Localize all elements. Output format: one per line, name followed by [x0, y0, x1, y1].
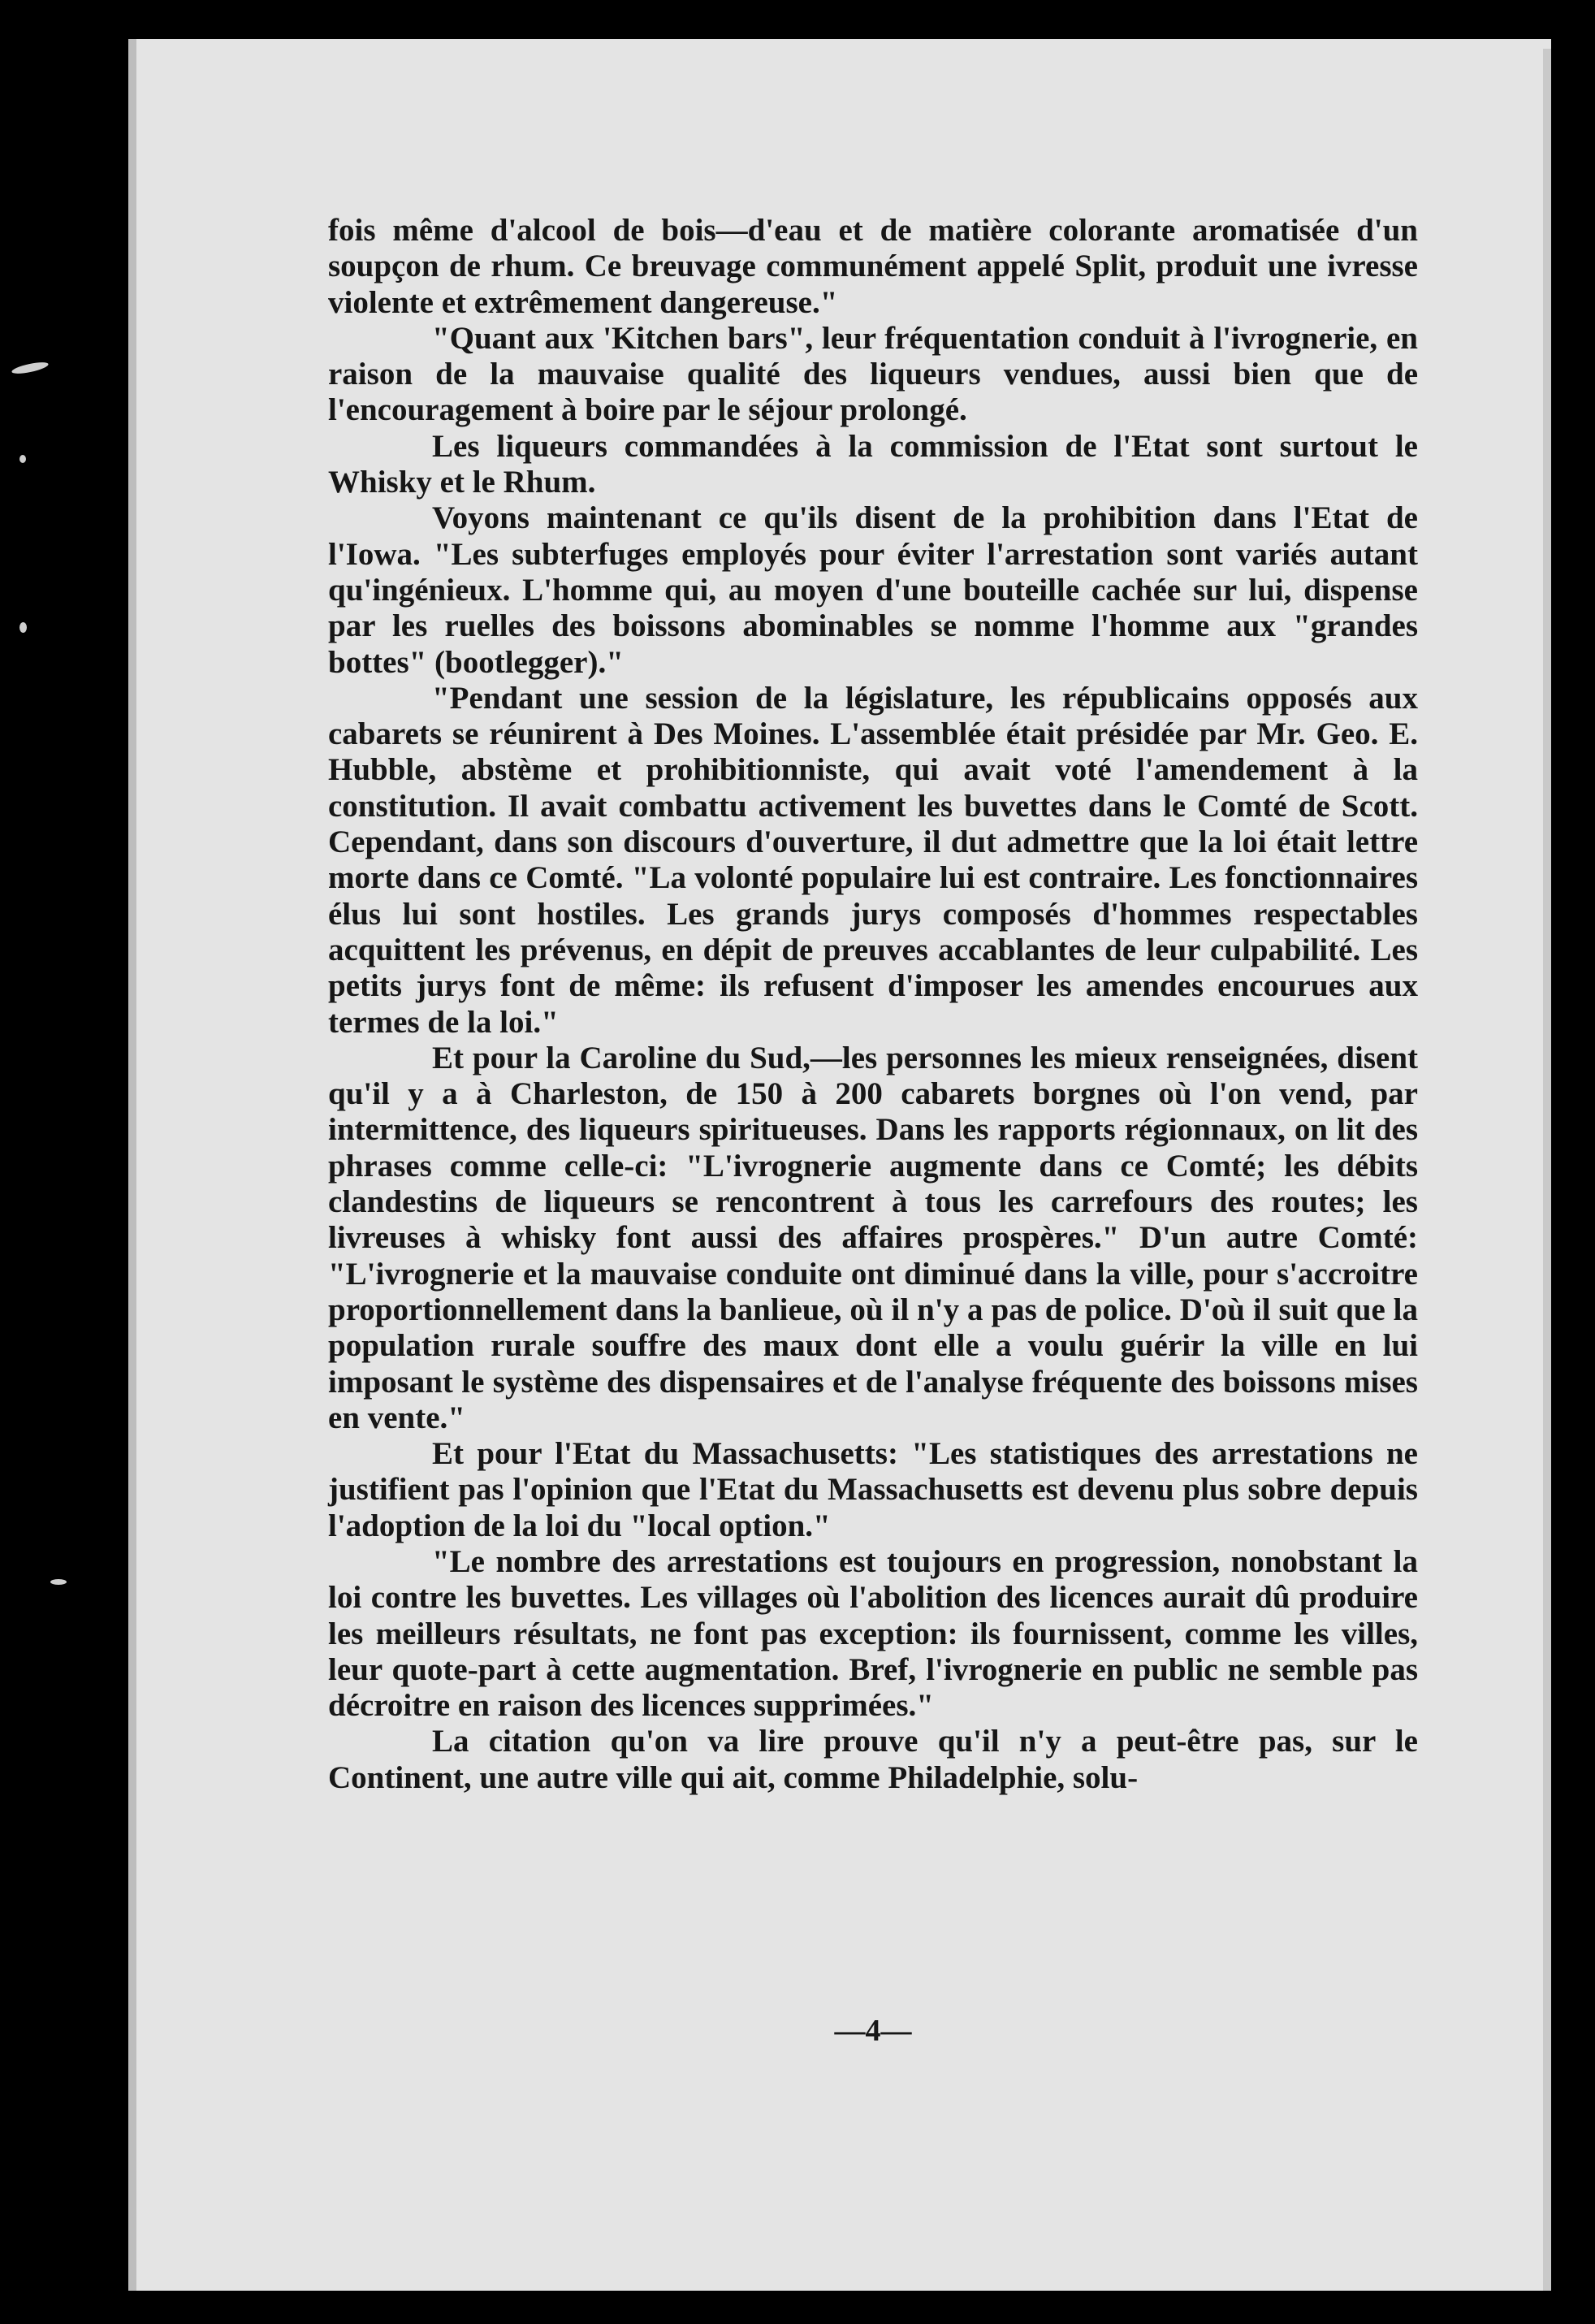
- paragraph: "Pendant une session de la législature, les républicains opposés aux cabarets se réunirent à Des Moines. L'assemblée était présidée par Mr. Geo. E. Hubble, abstème et prohibitionniste, qui avait voté l'amendement à la constitution. Il avait combattu activement les buvettes dans le Comté de Scott. Cependant, dans son discours d'ouverture, il dut admettre que la loi était lettre morte dans ce Comté. "La volonté populaire lui est contraire. Les fonctionnaires élus lui sont hostiles. Les grands jurys composés d'hommes respectables acquittent les prévenus, en dépit de preuves accablantes de leur culpabilité. Les petits jurys font de même: ils refusent d'imposer les amendes encourues aux termes de la loi.": [328, 680, 1418, 1040]
- next-page-edge: [1543, 49, 1551, 2291]
- scan-speck: [19, 455, 26, 463]
- paragraph: "Le nombre des arrestations est toujours en progression, nonobstant la loi contre les buvettes. Les villages où l'abolition des licences aurait dû produire les meilleurs résultats, ne font pas exception: ils fournissent, comme les villes, leur quote-part à cette augmentation. Bref, l'ivrognerie en public ne semble pas décroitre en raison des licences supprimées.": [328, 1543, 1418, 1724]
- paragraph: La citation qu'on va lire prouve qu'il n'y a peut-être pas, sur le Continent, une autre ville qui ait, comme Philadelphie, solu-: [328, 1724, 1418, 1795]
- footer: [328, 0, 1418, 2324]
- paragraph: Les liqueurs commandées à la commission de l'Etat sont surtout le Whisky et le Rhum.: [328, 428, 1418, 500]
- paragraph: fois même d'alcool de bois—d'eau et de matière colorante aromatisée d'un soupçon de rhum. Ce breuvage communément appelé Split, produit une ivresse violente et extrêmement dangereuse.": [328, 213, 1418, 320]
- paragraph: Et pour la Caroline du Sud,—les personnes les mieux renseignées, disent qu'il y a à Charleston, de 150 à 200 cabarets borgnes où l'on vend, par intermittence, des liqueurs spiritueuses. Dans les rapports régionnaux, on lit des phrases comme celle-ci: "L'ivrognerie augmente dans ce Comté; les débits clandestins de liqueurs se rencontrent à tous les carrefours des routes; les livreuses à whisky font aussi des affaires prospères." D'un autre Comté: "L'ivrognerie et la mauvaise conduite ont diminué dans la ville, pour s'accroitre proportionnellement dans la banlieue, où il n'y a pas de police. D'où il suit que la population rurale souffre des maux dont elle a voulu guérir la ville en lui imposant le système des dispensaires et de l'analyse fréquente des boissons mises en vente.": [328, 1040, 1418, 1435]
- scan-speck: [19, 622, 27, 633]
- scan-speck: [11, 360, 49, 375]
- page-number: —4—: [834, 2014, 912, 2048]
- scan-speck: [50, 1579, 67, 1585]
- paragraph: "Quant aux 'Kitchen bars", leur fréquentation conduit à l'ivrognerie, en raison de la mauvaise qualité des liqueurs vendues, aussi bien que de l'encouragement à boire par le séjour prolongé.: [328, 320, 1418, 428]
- paragraph: Voyons maintenant ce qu'ils disent de la prohibition dans l'Etat de l'Iowa. "Les subterfuges employés pour éviter l'arrestation sont variés autant qu'ingénieux. L'homme qui, au moyen d'une bouteille cachée sur lui, dispense par les ruelles des boissons abominables se nomme l'homme aux "grandes bottes" (bootlegger).": [328, 500, 1418, 680]
- paragraph: Et pour l'Etat du Massachusetts: "Les statistiques des arrestations ne justifient pas l'opinion que l'Etat du Massachusetts est devenu plus sobre depuis l'adoption de la loi du "local option.": [328, 1436, 1418, 1543]
